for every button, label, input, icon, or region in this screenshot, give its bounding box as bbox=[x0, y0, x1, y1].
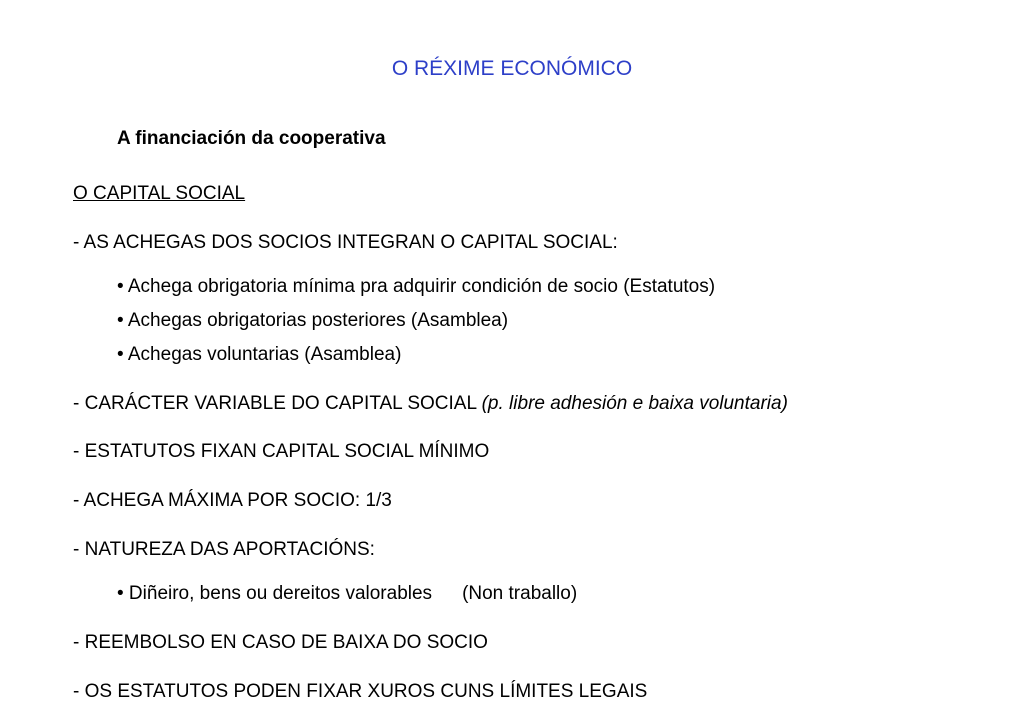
section-heading: O CAPITAL SOCIAL bbox=[73, 183, 246, 204]
xuros-line: - OS ESTATUTOS PODEN FIXAR XUROS CUNS LÍMITES LEGAIS bbox=[73, 681, 648, 702]
slide-subtitle: A financiación da cooperativa bbox=[117, 128, 386, 149]
natureza-bullet-text: • Diñeiro, bens ou dereitos valorables bbox=[117, 583, 433, 604]
caracter-variable-text: - CARÁCTER VARIABLE DO CAPITAL SOCIAL bbox=[73, 393, 477, 414]
caracter-variable-note: (p. libre adhesión e baixa voluntaria) bbox=[481, 393, 788, 414]
achegas-bullet-3: • Achegas voluntarias (Asamblea) bbox=[117, 344, 402, 365]
achegas-bullet-2: • Achegas obrigatorias posteriores (Asamblea) bbox=[117, 310, 509, 331]
achegas-bullet-1: • Achega obrigatoria mínima pra adquirir condición de socio (Estatutos) bbox=[117, 276, 716, 297]
natureza-bullet-note: (Non traballo) bbox=[462, 583, 578, 604]
slide-title: O RÉXIME ECONÓMICO bbox=[391, 57, 633, 80]
caracter-variable-line bbox=[73, 391, 788, 417]
natureza-header: - NATUREZA DAS APORTACIÓNS: bbox=[73, 539, 375, 560]
achega-maxima-line: - ACHEGA MÁXIMA POR SOCIO: 1/3 bbox=[73, 490, 392, 511]
reembolso-line: - REEMBOLSO EN CASO DE BAIXA DO SOCIO bbox=[73, 632, 488, 653]
natureza-bullet bbox=[117, 581, 577, 607]
achegas-header: - AS ACHEGAS DOS SOCIOS INTEGRAN O CAPITAL SOCIAL: bbox=[73, 232, 618, 253]
estatutos-minimo-line: - ESTATUTOS FIXAN CAPITAL SOCIAL MÍNIMO bbox=[73, 441, 490, 462]
